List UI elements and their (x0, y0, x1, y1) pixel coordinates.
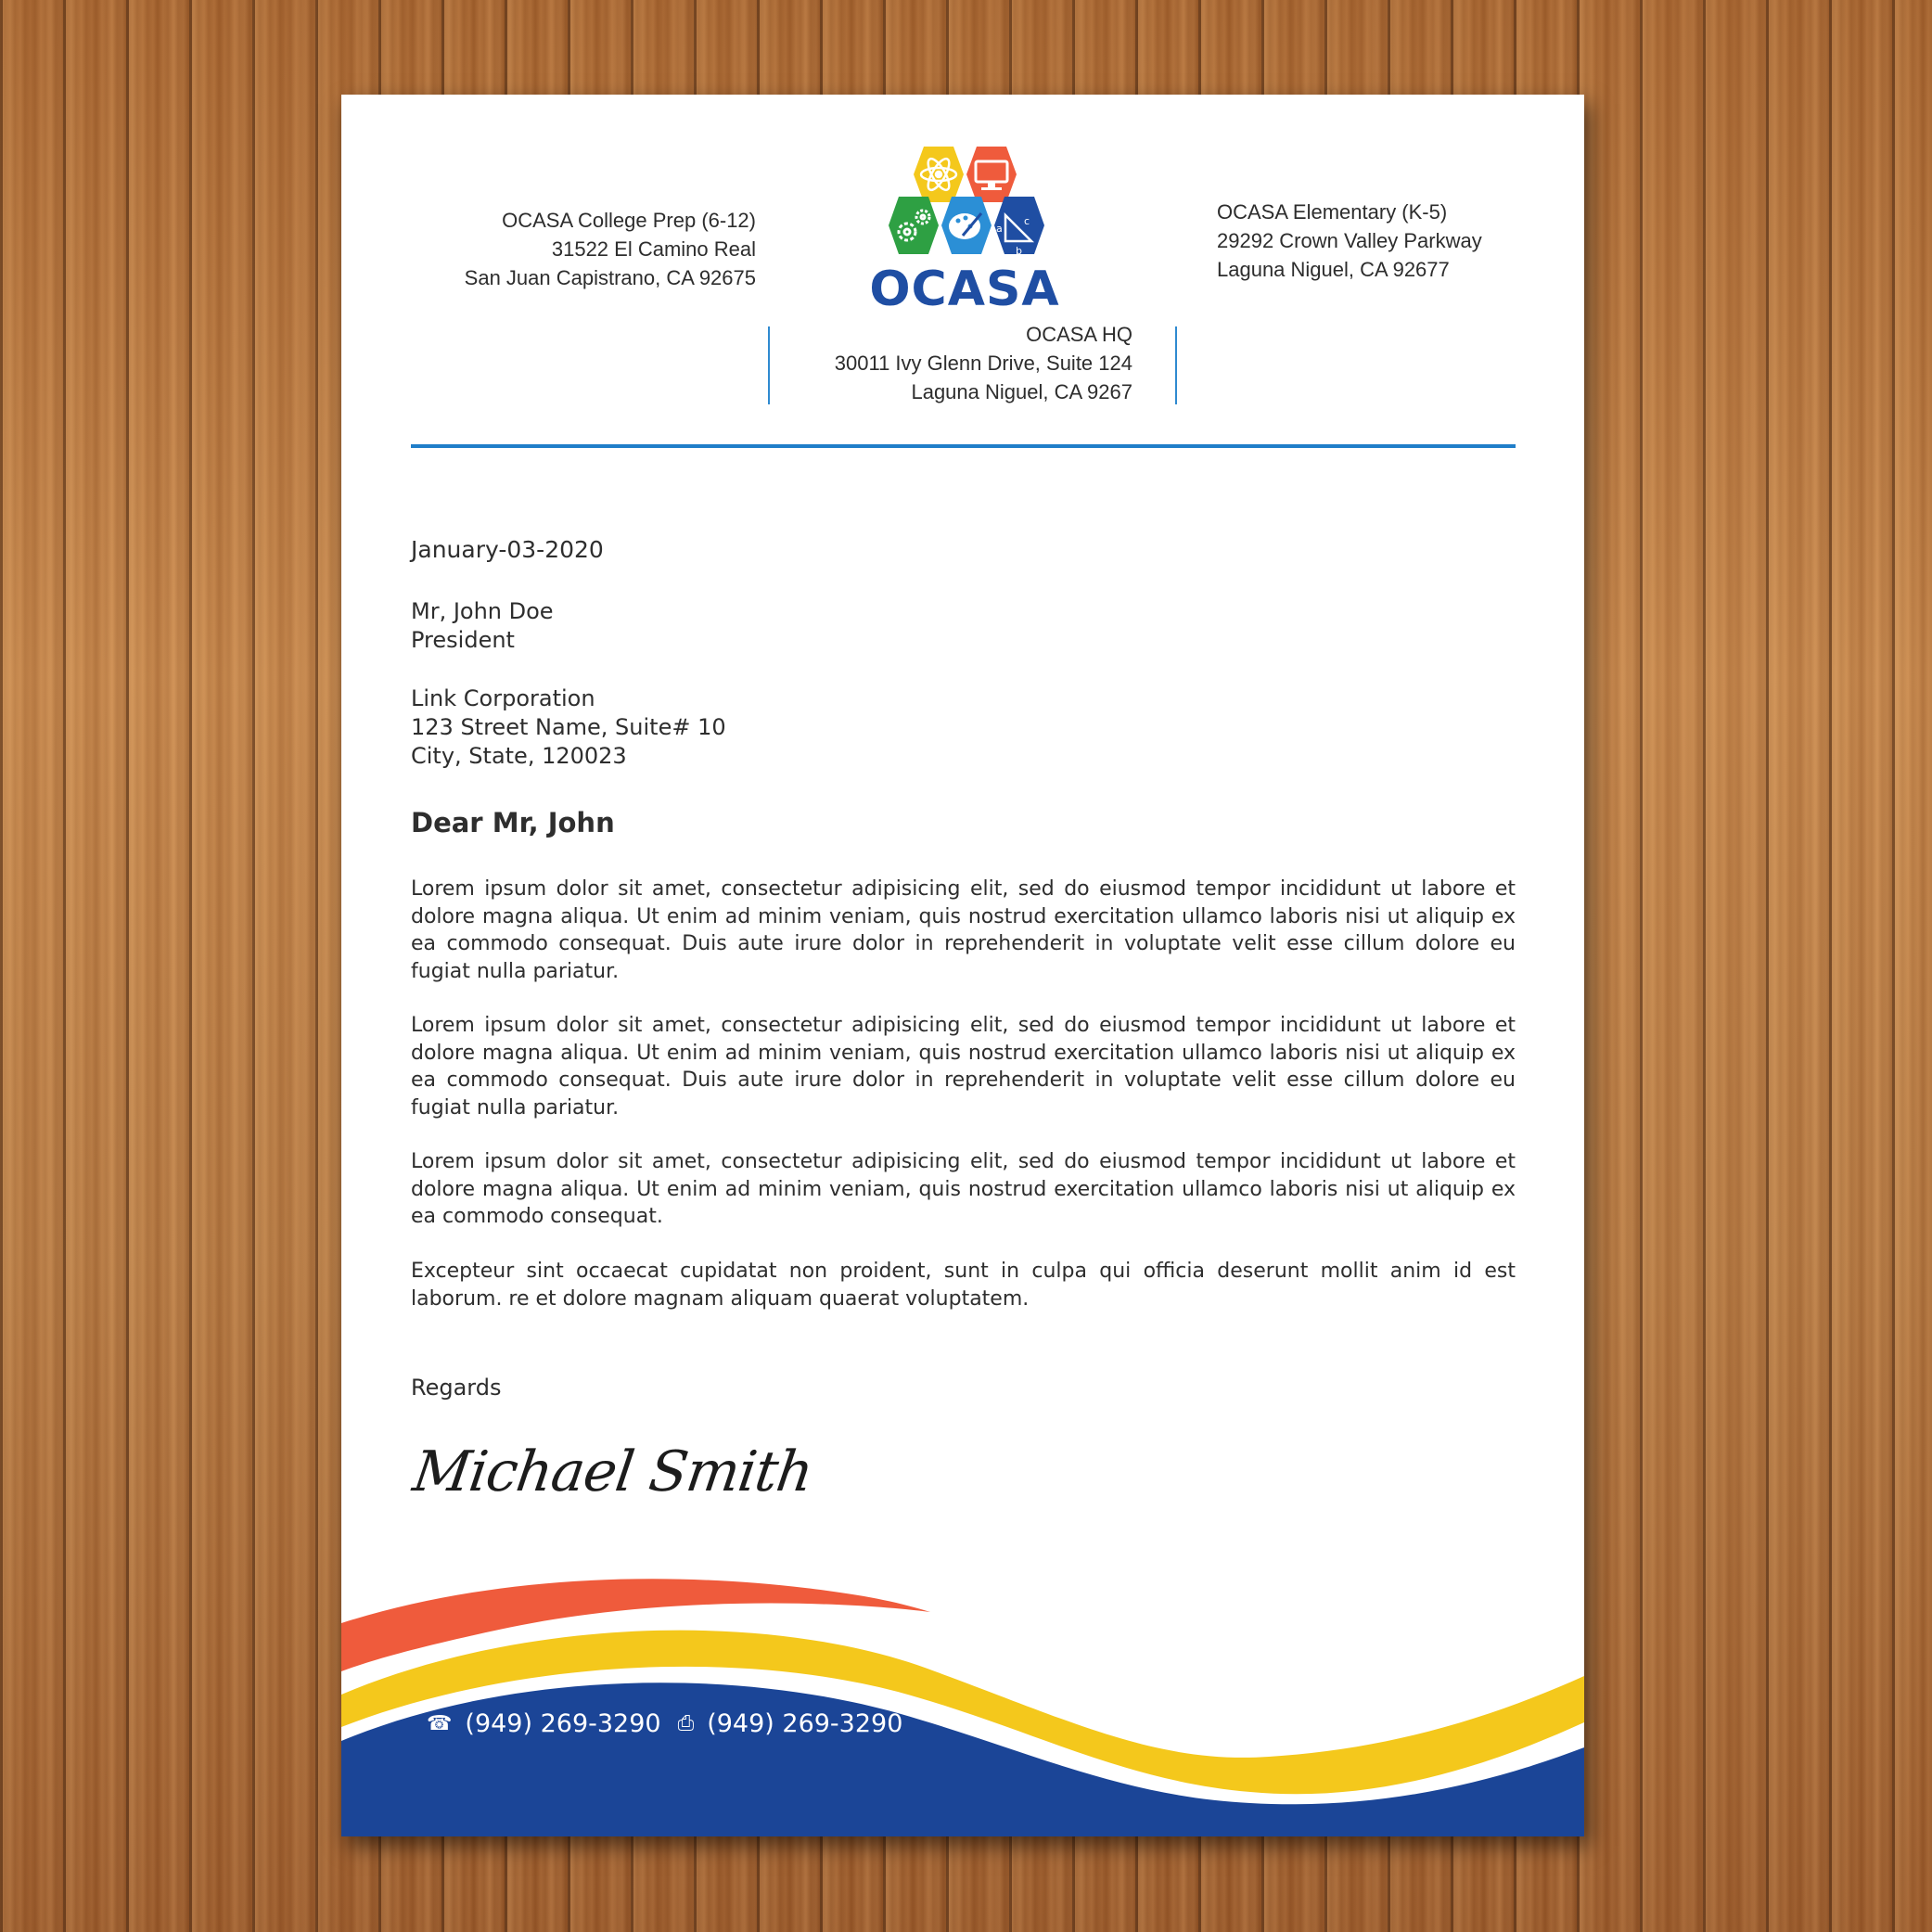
address-line: Laguna Niguel, CA 9267 (911, 380, 1132, 403)
body-paragraph: Lorem ipsum dolor sit amet, consectetur adipisicing elit, sed do eiusmod tempor incididunt ut labore et dolore magna aliqua. Ut enim ad minim veniam, quis nostrud exercitation ullamco laboris nisi ut aliquip ex ea commodo consequat. Duis aute irure dolor in reprehenderit in voluptate velit esse cillum dolore eu fugiat nulla pariatur. (411, 877, 1516, 983)
address-line: Laguna Niguel, CA 92677 (1217, 258, 1450, 281)
company-street: 123 Street Name, Suite# 10 (411, 714, 726, 740)
address-line: 31522 El Camino Real (551, 237, 756, 261)
body-paragraph: Excepteur sint occaecat cupidatat non proident, sunt in culpa qui officia deserunt mollit anim id est laborum. re et dolore magnam aliquam quaerat voluptatem. (411, 1260, 1516, 1311)
address-line: OCASA HQ (1026, 323, 1132, 346)
svg-text:c: c (1024, 215, 1030, 227)
company-name: Link Corporation (411, 685, 595, 711)
letter-date: January-03-2020 (411, 536, 604, 563)
divider-right (1175, 326, 1177, 404)
recipient-name: Mr, John Doe (411, 598, 554, 624)
footer-contact (427, 1709, 919, 1738)
fax-number: (949) 269-3290 (707, 1709, 903, 1738)
body-paragraph: Lorem ipsum dolor sit amet, consectetur adipisicing elit, sed do eiusmod tempor incididunt ut labore et dolore magna aliqua. Ut enim ad minim veniam, quis nostrud exercitation ullamco laboris nisi ut aliquip ex ea commodo consequat. (411, 1150, 1516, 1228)
svg-text:b: b (1016, 245, 1022, 257)
hq-address (835, 320, 1132, 406)
salutation: Dear Mr, John (411, 807, 615, 838)
address-line: 30011 Ivy Glenn Drive, Suite 124 (834, 352, 1132, 375)
computer-hexagon (966, 147, 1017, 202)
letterhead-page (341, 95, 1584, 1836)
body-paragraph: Lorem ipsum dolor sit amet, consectetur adipisicing elit, sed do eiusmod tempor incididunt ut labore et dolore magna aliqua. Ut enim ad minim veniam, quis nostrud exercitation ullamco laboris nisi ut aliquip ex ea commodo consequat. Duis aute irure dolor in reprehenderit in voluptate velit esse cillum dolore eu fugiat nulla pariatur. (411, 1014, 1516, 1120)
svg-text:a: a (996, 223, 1003, 235)
fax-icon: ⎙ (677, 1712, 695, 1735)
college-prep-address (465, 206, 756, 292)
recipient-block (411, 597, 1516, 655)
closing: Regards (411, 1375, 502, 1401)
recipient-title: President (411, 627, 515, 653)
phone-number: (949) 269-3290 (465, 1709, 661, 1738)
divider-left (768, 326, 770, 404)
company-city: City, State, 120023 (411, 743, 627, 769)
address-line: 29292 Crown Valley Parkway (1217, 229, 1482, 252)
signature: Michael Smith (409, 1439, 817, 1504)
address-line: OCASA Elementary (K-5) (1217, 200, 1448, 224)
elementary-address (1217, 198, 1482, 284)
address-line: San Juan Capistrano, CA 92675 (464, 266, 756, 289)
company-block (411, 685, 1516, 771)
footer-wave (341, 1542, 1584, 1836)
logo-wordmark: OCASA (869, 262, 1060, 317)
address-line: OCASA College Prep (6-12) (502, 209, 756, 232)
header-rule (411, 444, 1516, 448)
telephone-icon: ☎ (427, 1712, 453, 1735)
